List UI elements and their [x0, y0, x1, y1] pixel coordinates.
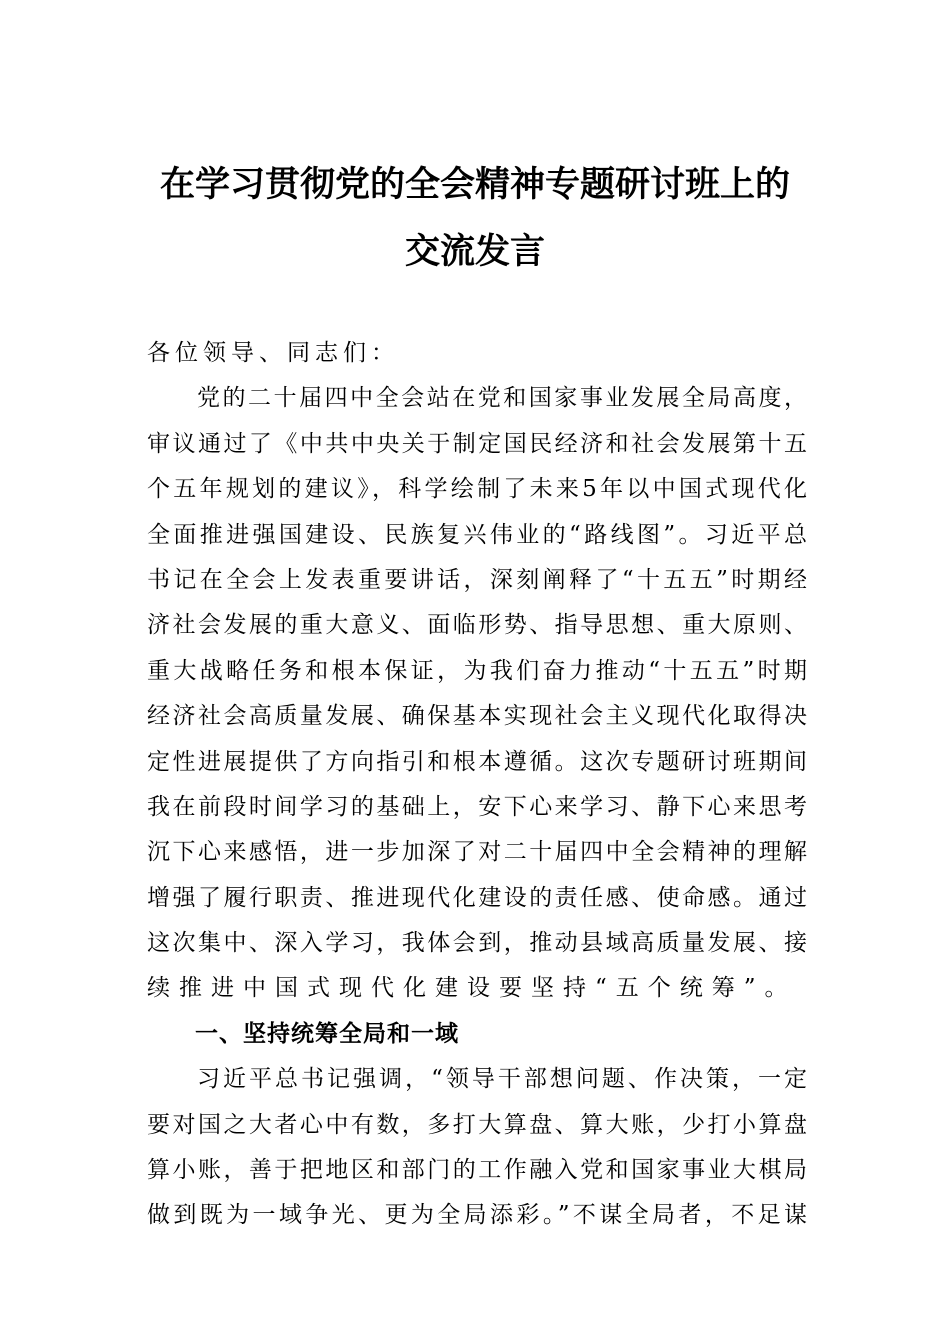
section-heading: 一、坚持统筹全局和一域 [195, 1020, 459, 1047]
text-line: 增强了履行职责、推进现代化建设的责任感、使命感。通过 [147, 884, 807, 911]
text-line: 沉下心来感悟，进一步加深了对二十届四中全会精神的理解 [147, 839, 807, 866]
text-line: 要对国之大者心中有数，多打大算盘、算大账，少打小算盘 [147, 1111, 807, 1138]
document-title-line-2: 交流发言 [404, 232, 545, 272]
text-line: 做到既为一域争光、更为全局添彩。”不谋全局者，不足谋 [147, 1202, 807, 1229]
paragraph-1 [147, 376, 807, 1011]
text-line: 个五年规划的建议》，科学绘制了未来5年以中国式现代化 [147, 476, 807, 503]
text-line: 续推进中国式现代化建设要坚持“五个统筹”。 [147, 975, 797, 1002]
text-line: 济社会发展的重大意义、面临形势、指导思想、重大原则、 [147, 612, 807, 639]
greeting: 各位领导、同志们： [147, 340, 399, 366]
text-line: 经济社会高质量发展、确保基本实现社会主义现代化取得决 [147, 703, 807, 730]
paragraph-2 [147, 1057, 807, 1239]
text-line: 重大战略任务和根本保证，为我们奋力推动“十五五”时期 [147, 657, 807, 684]
text-line: 习近平总书记强调，“领导干部想问题、作决策，一定 [197, 1066, 807, 1093]
text-line: 党的二十届四中全会站在党和国家事业发展全局高度， [197, 385, 807, 412]
document-body [147, 331, 807, 1239]
text-line: 定性进展提供了方向指引和根本遵循。这次专题研讨班期间 [147, 748, 807, 775]
text-line: 书记在全会上发表重要讲话，深刻阐释了“十五五”时期经 [147, 566, 807, 593]
document-title-line-1: 在学习贯彻党的全会精神专题研讨班上的 [159, 165, 790, 205]
text-line: 全面推进强国建设、民族复兴伟业的“路线图”。习近平总 [147, 521, 807, 548]
text-line: 审议通过了《中共中央关于制定国民经济和社会发展第十五 [147, 430, 807, 457]
text-line: 我在前段时间学习的基础上，安下心来学习、静下心来思考 [147, 793, 807, 820]
text-line: 这次集中、深入学习，我体会到，推动县域高质量发展、接 [147, 930, 807, 957]
text-line: 算小账，善于把地区和部门的工作融入党和国家事业大棋局 [147, 1157, 807, 1184]
